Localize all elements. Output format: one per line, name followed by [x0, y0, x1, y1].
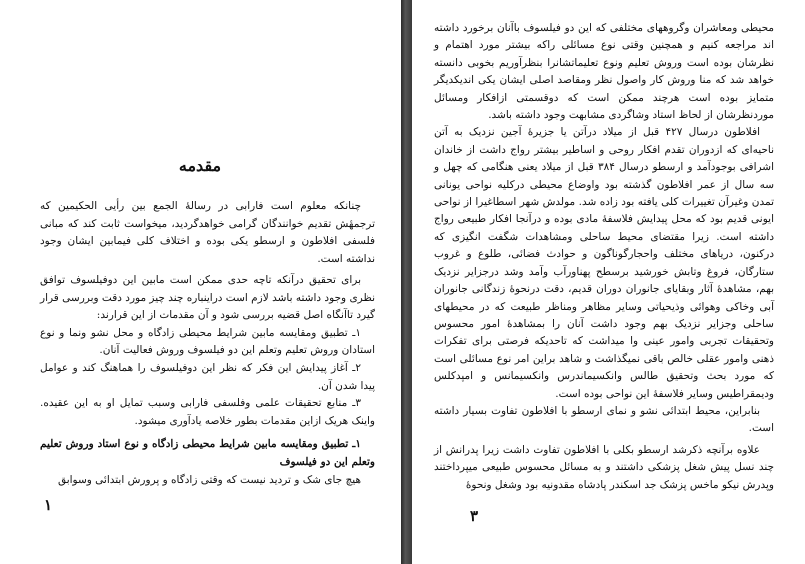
page-number-left: ۱ [44, 496, 53, 514]
right-body [434, 20, 774, 494]
book-gutter [401, 0, 412, 564]
paragraph-family: علاوه برآنچه ذکرشد ارسطو بکلی با افلاطون تفاوت داشت زیرا پدرانش از چند نسل پیش شغل پزشکی داشتند و به مسائل محسوس طبیعی میپرداختند وپدرش نیکو ماخس پزشک جد اسکندر پادشاه مقدونیه بود وشغل ونحوهٔ [434, 443, 774, 491]
page-title: مقدمه [178, 156, 222, 175]
left-page [0, 0, 401, 564]
right-page [412, 0, 805, 564]
list-item-2: ۲ـ آغاز پیدایش این فکر که نظر این دوفیلسوف را هماهنگ کند و عوامل پیدا شدن آن. [40, 361, 375, 392]
list-item-3: ۳ـ منابع تحقیقات علمی وفلسفی فارابی وسبب تمایل او به این عقیده. واینک هریک ازاین مقدمات بطور خلاصه یادآوری میشود. [40, 397, 375, 427]
paragraph-continued: محیطی ومعاشران وگروههای مختلفی که این دو فیلسوف باآنان برخورد داشته اند مراجعه کنیم و همچنین وقتی نوع مسائلی راکه بیشتر مورد اهتمام و نظرشان بوده است وروش تعلیم ونوع تعلیماتشانرا بنظرآوریم بخوبی دانسته خواهد شد که منا وروش کار واصول نظر ومقاصد اصلی ایشان یکی اندیکدیگر متمایز بوده است هرچند ممکن است که دوقسمتی ازافکار ومسائل موردنظرشان از لحاظ استاد وشاگردی مشابهت وجود داشته باشد. [434, 22, 774, 122]
paragraph-section-start: هیچ جای شک و تردید نیست که وقتی زادگاه و پرورش ابتدائی وسوابق [57, 473, 361, 486]
paragraph-plato-aristotle-birth: افلاطون درسال ۴۲۷ قبل از میلاد درآتن یا جزیرهٔ آجین نزدیک به آتن ناحیه‌ای که ازدوران تقدم افکار روحی و اساطیر بیشتر رواج داشت از خاندان اشرافی بوجودآمد و ارسطو درسال ۳۸۴ قبل از میلاد یعنی هنگامی که چهل و سه سال از عمر افلاطون گذشته بود واوضاع محیطی درکلیه نواحی یونانی تمدن وغیرآن تغییرات کلی یافته بود زاده شد. مولدش شهر اسطاغیرا از نواحی ایونی قدیم بود که محل پیدایش فلاسفهٔ مادی بوده و درآنجا افکار طبیعی رواج داشته است. زیرا مقتضای محیط ساحلی ومشاهدات شگفت انگیزی که درکنون، دریاهای مختلف واحجارگوناگون و حوادث فضائی، طلوع و غروب ستارگان، فروغ وتابش خورشید برسطح پهناورآب وآمد وشد درجزایر نزدیک بهم، مشاهدهٔ آثار وبقایای جانوران دوران قدیم، دقت درنحوهٔ زندگانی جانوران آبی وخاکی وهوائی وذیحیاتی وسایر مظاهر ومناظر طبیعت که در محیطهای ساحلی وجزایر نزدیک بهم وجود داشت آنان را بمشاهدهٔ امور محسوس وتحقیقات تجربی وامور عینی وا میداشت که تاحدیکه فرصتی برای تفکرات ذهنی وامور عقلی خالص باقی نمیگذاشت و شاهد براین امر نوع مسائلی است که مورد بحث وتحقیق طالس وانکسیماندرس وانکسیمانس و امپدکلس ودیمقراطیس وسایر فلاسفهٔ این نواحی بوده است. [434, 126, 774, 400]
list-item-1: ۱ـ تطبیق ومقایسه مابین شرایط محیطی زادگاه و محل نشو ونما و نوع استادان وروش تعلیم وتعلم این دو فیلسوف وروش فعالیت آنان. [40, 326, 375, 357]
paragraph-method: برای تحقیق درآنکه تاچه حدی ممکن است مابین این دوفیلسوف توافق نظری وجود داشته باشد لازم است دراینباره چند چیز مورد دقت وبررسی قرار گیرد تاآنگاه اصل قضیه بررسی شود و آن مقدمات از این قرارند: [40, 274, 375, 322]
section-heading: ۱ـ تطبیق ومقایسه مابین شرایط محیطی زادگاه و نوع استاد وروش تعلیم وتعلم این دو فیلسوف [40, 438, 375, 468]
paragraph-intro: چنانکه معلوم است فارابی در رسالهٔ الجمع بین رأیی الحکیمین که ترجمهٔش تقدیم خوانندگان گرامی خواهدگردید، میخواست ثابت کند که مبانی فلسفی افلاطون و ارسطو یکی بوده و اختلاف کلی فیمابین ایشان وجود نداشته است. [40, 200, 375, 265]
left-body-middle [40, 272, 375, 489]
paragraph-environment-summary: بنابراین، محیط ابتدائی نشو و نمای ارسطو با افلاطون تفاوت بسیار داشته است. [434, 404, 774, 435]
page-number-right: ۳ [470, 507, 479, 525]
left-body-top [40, 198, 375, 268]
